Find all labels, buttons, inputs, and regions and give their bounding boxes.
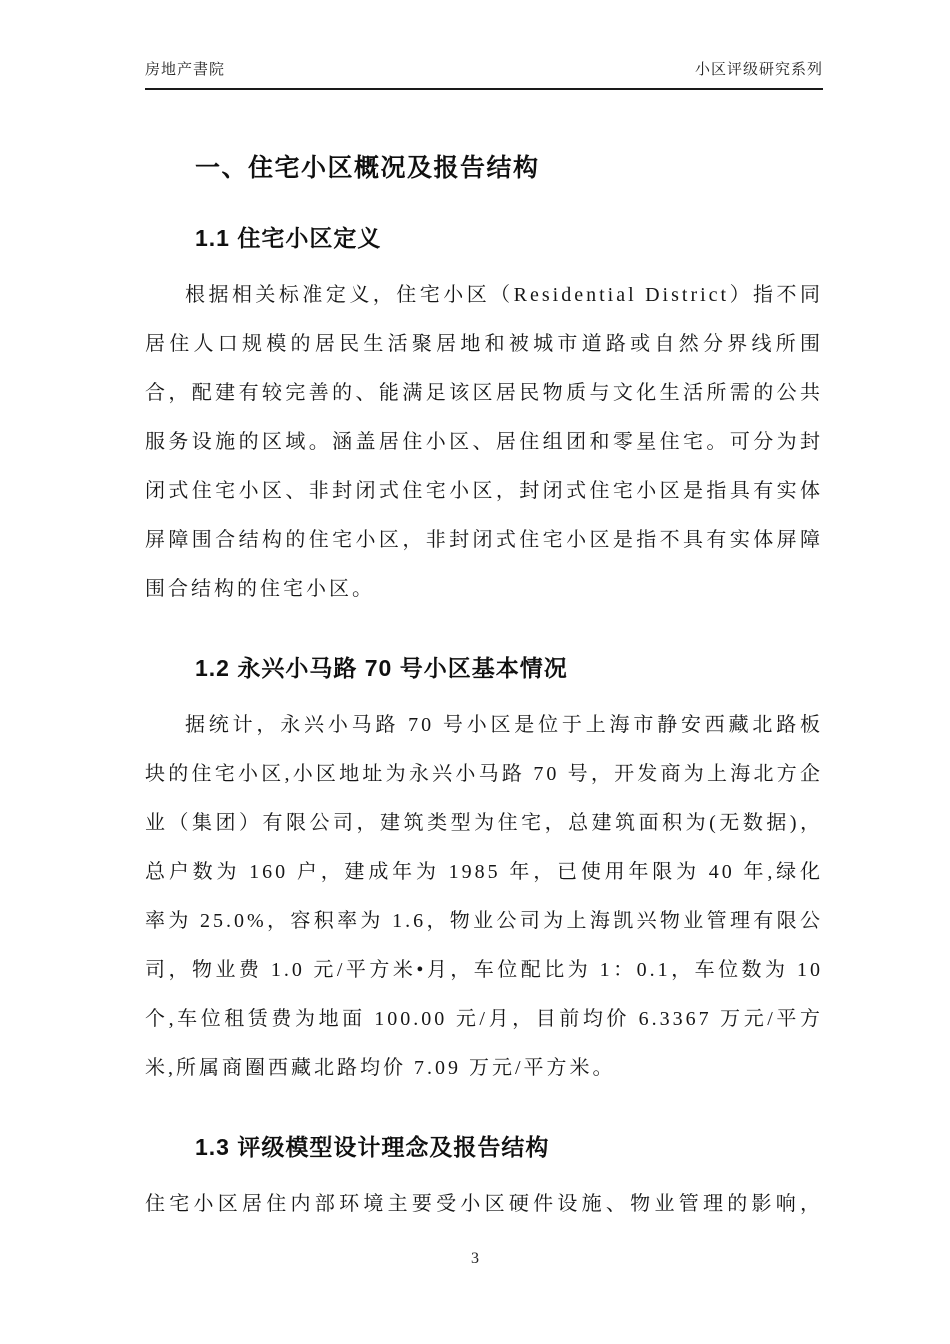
header-brand: 房地产書院 (145, 62, 226, 78)
section-body-1-2: 据统计，永兴小马路 70 号小区是位于上海市静安西藏北路板块的住宅小区,小区地址为永兴小马路 70 号，开发商为上海北方企业（集团）有限公司，建筑类型为住宅，总建筑面积为(无数据)，总户数为 160 户，建成年为 1985 年，已使用年限为 40 年,绿化率为 25.0%，容积率为 1.6，物业公司为上海凯兴物业管理有限公司，物业费 1.0 元/平方米•月，车位配比为 1：0.1，车位数为 10 个,车位租赁费为地面 100.00 元/月，目前均价 6.3367 万元/平方米,所属商圈西藏北路均价 7.09 万元/平方米。 (145, 714, 823, 1079)
header-series-title: 小区评级研究系列 (694, 62, 823, 78)
section-title-1-1: 1.1 住宅小区定义 (195, 225, 382, 251)
section-title-1-2: 1.2 永兴小马路 70 号小区基本情况 (195, 655, 568, 681)
page-header (145, 58, 823, 90)
chapter-title: 一、住宅小区概况及报告结构 (195, 154, 540, 182)
page-footer (0, 1250, 950, 1268)
page-number: 3 (471, 1250, 479, 1267)
section-body-1-3: 住宅小区居住内部环境主要受小区硬件设施、物业管理的影响， (145, 1193, 823, 1215)
section-title-1-3: 1.3 评级模型设计理念及报告结构 (195, 1134, 550, 1160)
document-body (145, 126, 823, 1229)
section-body-1-1: 根据相关标准定义，住宅小区（Residential District）指不同居住人口规模的居民生活聚居地和被城市道路或自然分界线所围合，配建有较完善的、能满足该区居民物质与文化生活所需的公共服务设施的区域。涵盖居住小区、居住组团和零星住宅。可分为封闭式住宅小区、非封闭式住宅小区，封闭式住宅小区是指具有实体屏障围合结构的住宅小区，非封闭式住宅小区是指不具有实体屏障围合结构的住宅小区。 (145, 284, 823, 600)
